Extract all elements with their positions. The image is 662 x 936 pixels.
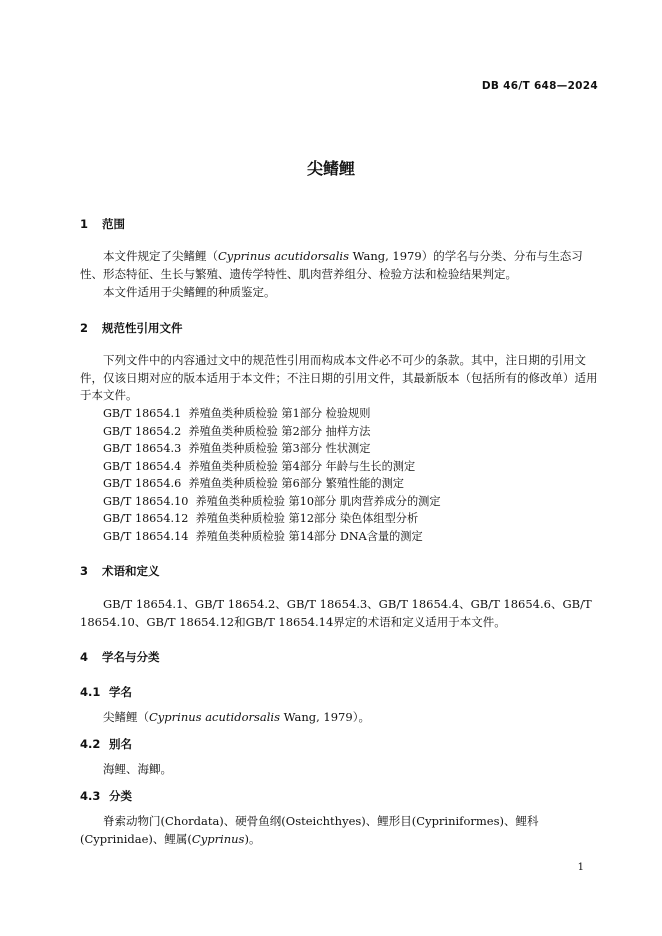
- reference-item: GB/T 18654.4 养殖鱼类种质检验 第4部分 年龄与生长的测定: [103, 459, 416, 473]
- subsection-4-3-heading: [80, 788, 132, 804]
- standard-number: DB 46/T 648—2024: [481, 80, 598, 92]
- subsection-title: 别名: [109, 737, 132, 751]
- reference-item: GB/T 18654.14 养殖鱼类种质检验 第14部分 DNA含量的测定: [103, 529, 423, 543]
- subsection-4-2-body: 海鲤、海鲫。: [103, 762, 172, 776]
- subsection-4-1-body: 尖鳍鲤（Cyprinus acutidorsalis Wang, 1979）。: [103, 710, 370, 724]
- subsection-4-2-heading: [80, 736, 132, 752]
- section-4-title: 学名与分类: [102, 650, 160, 664]
- section-3-heading: [80, 563, 160, 579]
- subsection-number: 4.1: [80, 685, 101, 699]
- reference-item: GB/T 18654.2 养殖鱼类种质检验 第2部分 抽样方法: [103, 424, 371, 438]
- section-2-number: 2: [80, 321, 89, 335]
- section-2-title: 规范性引用文件: [102, 321, 183, 335]
- scientific-name: Cyprinus acutidorsalis: [218, 249, 350, 263]
- section-4-number: 4: [80, 650, 89, 664]
- page-number: 1: [577, 862, 584, 873]
- section-4-heading: [80, 649, 160, 665]
- scientific-name: Cyprinus acutidorsalis: [149, 710, 281, 724]
- reference-item: GB/T 18654.3 养殖鱼类种质检验 第3部分 性状测定: [103, 442, 371, 455]
- reference-item: GB/T 18654.6 养殖鱼类种质检验 第6部分 繁殖性能的测定: [103, 477, 404, 490]
- section-3-number: 3: [80, 564, 89, 578]
- section-1-title: 范围: [102, 217, 125, 231]
- section-1-paragraph-2: 本文件适用于尖鳍鲤的种质鉴定。: [103, 285, 276, 299]
- subsection-number: 4.3: [80, 789, 101, 803]
- subsection-title: 学名: [109, 685, 132, 699]
- section-3-title: 术语和定义: [102, 564, 160, 578]
- subsection-4-1-heading: [80, 684, 132, 700]
- genus-name: Cyprinus: [191, 831, 245, 846]
- section-3-body: GB/T 18654.1、GB/T 18654.2、GB/T 18654.3、GB/T 18654.4、GB/T 18654.6、GB/T 18654.10、GB/T 18654.12和GB/T 18654.14界定的术语和定义适用于本文件。: [80, 597, 592, 629]
- reference-item: GB/T 18654.1 养殖鱼类种质检验 第1部分 检验规则: [103, 407, 371, 420]
- subsection-4-3-body: 脊索动物门(Chordata)、硬骨鱼纲(Osteichthyes)、鲤形目(Cypriniformes)、鲤科(Cyprinidae)、鲤属(Cyprinus)。: [80, 814, 539, 846]
- section-2-intro: 下列文件中的内容通过文中的规范性引用而构成本文件必不可少的条款。其中，注日期的引用文件，仅该日期对应的版本适用于本文件；不注日期的引用文件，其最新版本（包括所有的修改单）适用于本文件。: [80, 353, 598, 402]
- subsection-title: 分类: [109, 789, 132, 803]
- section-1-paragraph-1: 本文件规定了尖鳍鲤（Cyprinus acutidorsalis Wang, 1979）的学名与分类、分布与生态习性、形态特征、生长与繁殖、遗传学特性、肌肉营养组分、检验方法和检验结果判定。: [80, 249, 583, 281]
- document-title: 尖鳍鲤: [306, 159, 355, 178]
- section-1-heading: [80, 216, 125, 232]
- section-1-number: 1: [80, 217, 89, 231]
- reference-item: GB/T 18654.12 养殖鱼类种质检验 第12部分 染色体组型分析: [103, 512, 419, 525]
- section-2-heading: [80, 320, 183, 336]
- reference-item: GB/T 18654.10 养殖鱼类种质检验 第10部分 肌肉营养成分的测定: [103, 494, 441, 508]
- subsection-number: 4.2: [80, 737, 101, 751]
